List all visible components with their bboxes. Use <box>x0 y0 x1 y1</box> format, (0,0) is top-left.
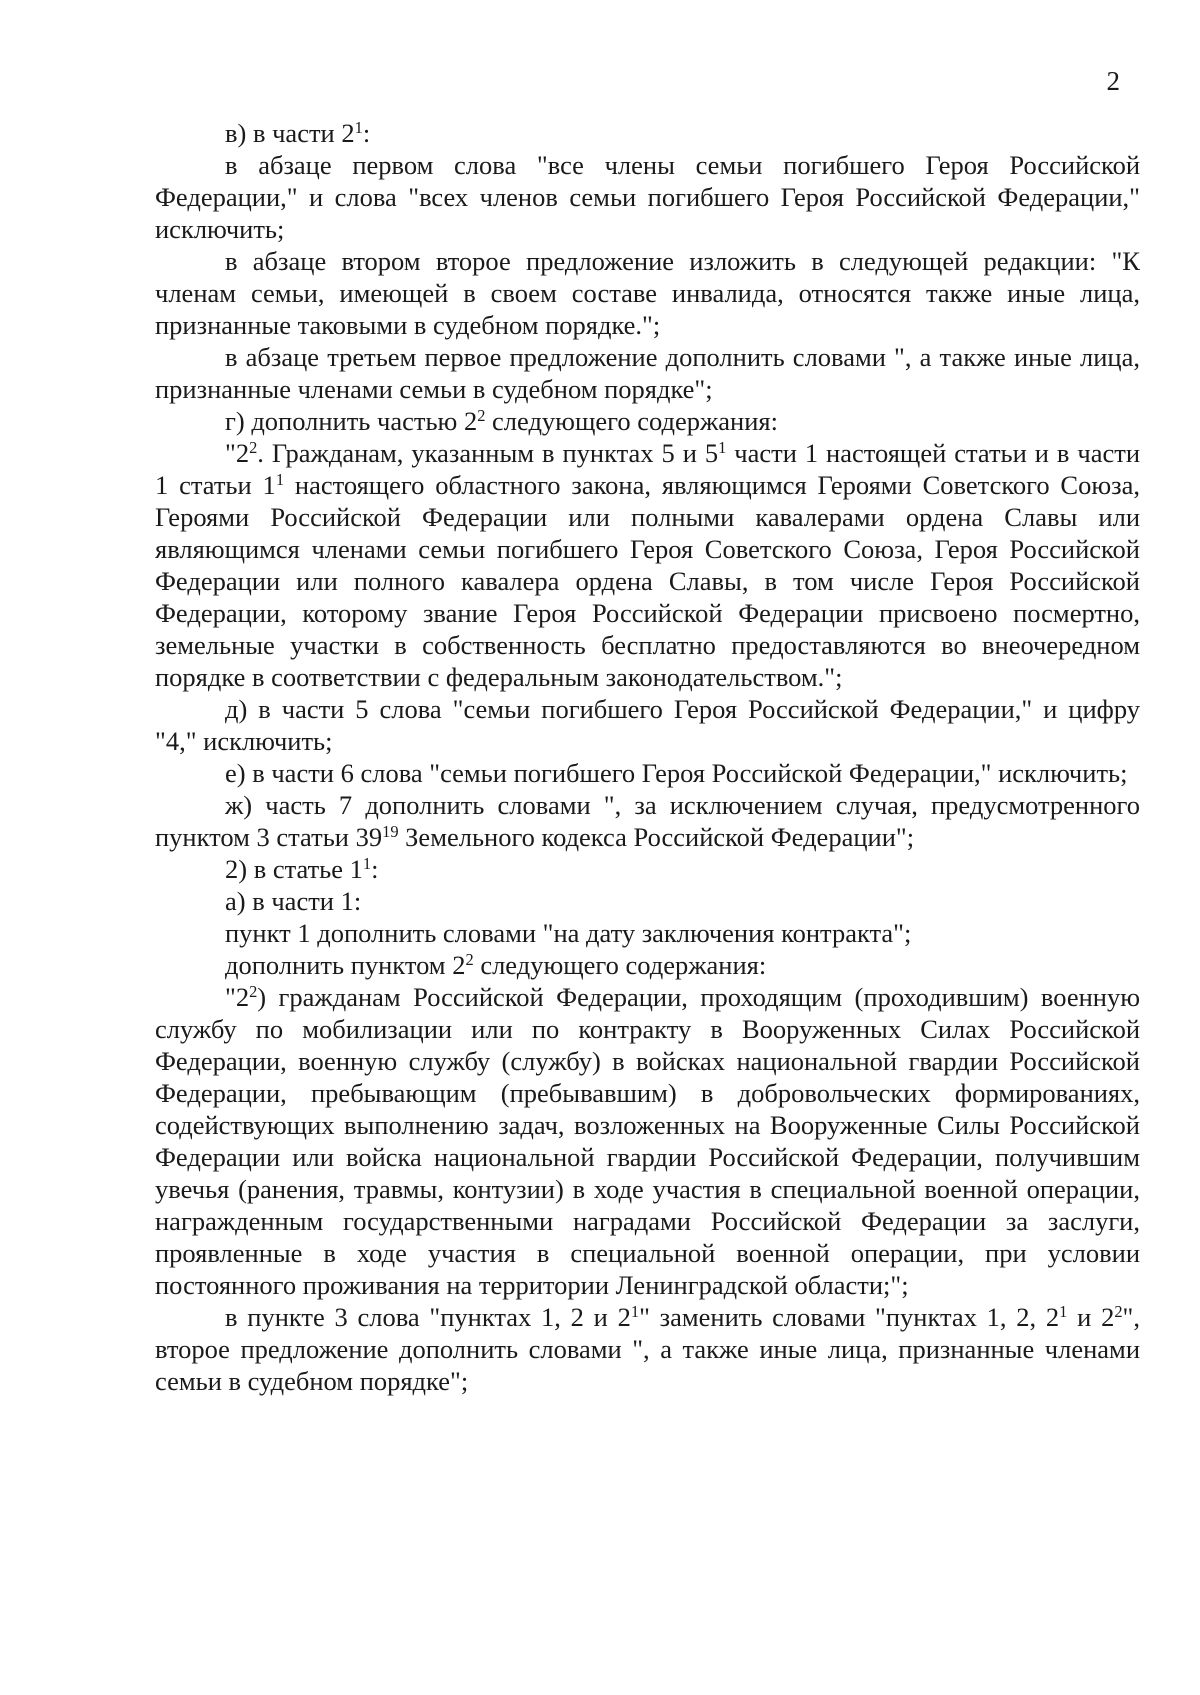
paragraph: пункт 1 дополнить словами "на дату заключения контракта"; <box>225 918 912 948</box>
paragraph: "$2^2$. Гражданам, указанным в пунктах 5 и $5^1$ части 1 настоящей статьи и в части 1 статьи $1^1$ настоящего областного закона, являющимся Героями Советского Союза, Героями Российской Федерации или полными кавалерами ордена Славы или являющимся членами семьи погибшего Героя Советского Союза, Героя Российской Федерации или полного кавалера ордена Славы, в том числе Героя Российской Федерации, которому звание Героя Российской Федерации присвоено посмертно, земельные участки в собственность бесплатно предоставляются во внеочередном порядке в соответствии с федеральным законодательством."; <box>155 437 1140 692</box>
paragraph: в) в части $2^1$: <box>225 117 371 148</box>
paragraph: ж) часть 7 дополнить словами ", за исключением случая, предусмотренного пунктом 3 статьи $39^{19}$ Земельного кодекса Российской Федерации"; <box>155 790 1140 852</box>
paragraph: дополнить пунктом $2^2$ следующего содержания: <box>225 949 767 980</box>
paragraph: в абзаце третьем первое предложение дополнить словами ", а также иные лица, признанные членами семьи в судебном порядке"; <box>155 342 1140 404</box>
page-number: 2 <box>1106 66 1120 96</box>
paragraph: г) дополнить частью $2^2$ следующего содержания: <box>225 405 778 436</box>
paragraph: в абзаце первом слова "все члены семьи погибшего Героя Российской Федерации," и слова "всех членов семьи погибшего Героя Российской Федерации," исключить; <box>155 150 1140 244</box>
paragraph: в абзаце втором второе предложение изложить в следующей редакции: "К членам семьи, имеющей в своем составе инвалида, относятся также иные лица, признанные таковыми в судебном порядке."; <box>155 246 1140 340</box>
paragraph: а) в части 1: <box>225 886 362 916</box>
paragraph: д) в части 5 слова "семьи погибшего Героя Российской Федерации," и цифру "4," исключить; <box>155 694 1140 756</box>
document-body <box>155 117 1140 1397</box>
paragraph: е) в части 6 слова "семьи погибшего Героя Российской Федерации," исключить; <box>225 758 1128 788</box>
paragraph: в пункте 3 слова "пунктах 1, 2 и $2^1$" заменить словами "пунктах 1, 2, $2^1$ и $2^2$", второе предложение дополнить словами ", а также иные лица, признанные членами семьи в судебном порядке"; <box>155 1301 1140 1396</box>
paragraph: 2) в статье $1^1$: <box>225 853 379 884</box>
paragraph: "$2^2$) гражданам Российской Федерации, проходящим (проходившим) военную службу по мобилизации или по контракту в Вооруженных Силах Российской Федерации, военную службу (службу) в войсках национальной гвардии Российской Федерации, пребывающим (пребывавшим) в добровольческих формированиях, содействующих выполнению задач, возложенных на Вооруженные Силы Российской Федерации или войска национальной гвардии Российской Федерации, получившим увечья (ранения, травмы, контузии) в ходе участия в специальной военной операции, награжденным государственными наградами Российской Федерации за заслуги, проявленные в ходе участия в специальной военной операции, при условии постоянного проживания на территории Ленинградской области;"; <box>155 981 1140 1300</box>
